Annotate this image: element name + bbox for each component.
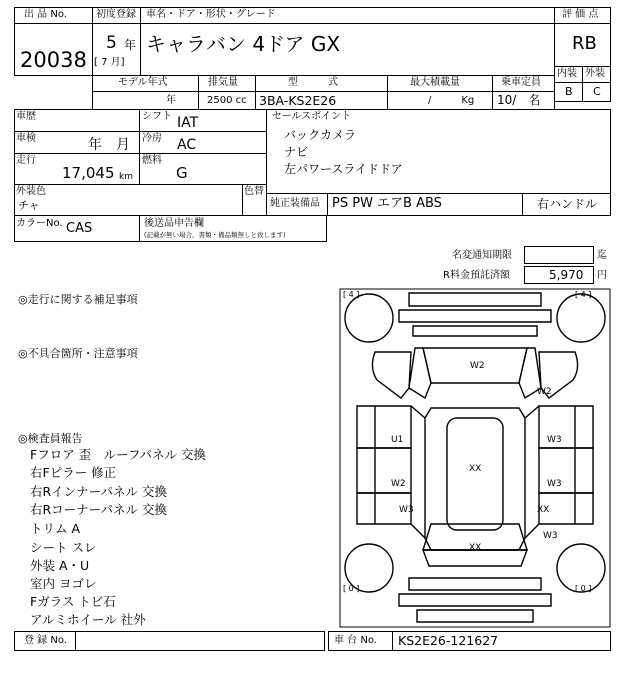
inspection-value: 年 月 [88, 137, 130, 153]
shift-value: IAT [177, 115, 199, 131]
color-no-label: カラーNo. [16, 218, 63, 229]
tire-rr-depth: [ 0 ] [575, 584, 592, 593]
fuel-value: G [176, 164, 188, 182]
ac-label: 冷房 [142, 133, 162, 144]
driving-notes-heading: ◎走行に関する補足事項 [18, 293, 138, 306]
name-change-box [524, 246, 594, 264]
inspector-note-6: シート スレ [30, 540, 97, 555]
chassis-number: KS2E26-121627 [398, 633, 499, 648]
mark-rear-gate: XX [469, 543, 482, 553]
name-change-label: 名変通知期限 [452, 250, 512, 261]
overall-grade: RB [572, 33, 597, 54]
tire-front-left [345, 294, 393, 342]
defect-notes-heading: ◎不具合箇所・注意事項 [18, 347, 138, 360]
inspector-report-heading: ◎検査員報告 [18, 432, 83, 445]
equipment-value: PS PW エアB ABS [332, 196, 442, 211]
equipment-label: 純正装備品 [270, 198, 320, 209]
sales-points-label: セールスポイント [272, 111, 352, 122]
car-name-label: 車名・ドア・形状・グレード [146, 9, 276, 20]
interior-label: 内装 [557, 68, 577, 79]
inspector-note-8: 室内 ヨゴレ [30, 576, 97, 591]
interior-grade: B [565, 85, 573, 98]
registration-label: 登 録 No. [24, 635, 67, 646]
car-name: キャラバン 4ドア GX [146, 32, 341, 56]
grade-label: 評 価 点 [562, 9, 599, 20]
fuel-label: 燃料 [142, 155, 162, 166]
mark-roof: XX [469, 464, 482, 474]
inspector-note-7: 外装 A・U [30, 558, 90, 573]
tire-fr-depth: [ 4 ] [575, 290, 592, 299]
mark-left-rear-panel: W3 [399, 505, 414, 515]
vehicle-damage-diagram [339, 288, 611, 628]
color-no-value: CAS [66, 221, 93, 236]
sales-point-3: 左パワースライドドア [284, 162, 403, 176]
history-label: 車歴 [16, 111, 36, 122]
year-unit: 年 [124, 38, 137, 52]
displacement: 2500 cc [207, 95, 247, 106]
color-label: 外装色 [16, 186, 46, 197]
ac-value: AC [177, 137, 197, 153]
type-label: 型 式 [288, 77, 338, 88]
inspector-note-4: 右Rコーナーパネル 交換 [30, 502, 168, 517]
capacity-label: 乗車定員 [501, 77, 541, 88]
color-change-label: 色替 [244, 186, 264, 197]
tire-front-right [557, 294, 605, 342]
load-label: 最大積載量 [410, 77, 460, 88]
tire-fl-depth: [ 4 ] [343, 290, 360, 299]
steering-value: 右ハンドル [537, 197, 598, 211]
recycle-value: 5,970 [549, 268, 584, 282]
lot-number: 20038 [20, 48, 87, 72]
mark-left-front-door: U1 [391, 435, 404, 445]
mark-right-mid-panel: W3 [547, 479, 562, 489]
inspector-note-5: トリム A [30, 521, 81, 536]
inspection-label: 車検 [16, 133, 36, 144]
shift-label: シフト [142, 111, 172, 122]
tire-rl-depth: [ 0 ] [343, 584, 360, 593]
sales-point-1: バックカメラ [284, 128, 357, 142]
chassis-label: 車 台 No. [334, 635, 377, 646]
inspector-note-9: Fガラス トビ石 [30, 594, 116, 609]
postdoc-note: (記載が無い場合、書類・備品類無しと致します) [144, 231, 286, 239]
displacement-label: 排気量 [208, 77, 238, 88]
model-type: 3BA-KS2E26 [259, 93, 337, 108]
mark-hood: W2 [470, 361, 485, 371]
details-box [14, 109, 267, 216]
postdoc-label: 後送品申告欄 [144, 218, 204, 229]
inspector-note-3: 右Rインナーパネル 交換 [30, 484, 168, 499]
exterior-grade: C [593, 85, 601, 98]
mark-left-slide-door: W2 [391, 479, 406, 489]
mark-right-rear-panel: XX [537, 505, 550, 515]
sales-point-2: ナビ [284, 145, 309, 159]
mark-right-front-pillar: W2 [537, 387, 552, 397]
capacity: 10/ 名 [497, 93, 541, 107]
mileage-value: 17,045 [62, 164, 115, 182]
max-load: / Kg [428, 95, 475, 106]
exterior-label: 外装 [585, 68, 605, 79]
mark-right-front-door: W3 [547, 435, 562, 445]
color-value: チャ [18, 199, 40, 212]
inspector-note-1: Fフロア 歪 ルーフパネル 交換 [30, 447, 207, 462]
name-change-unit: 迄 [597, 250, 607, 261]
first-reg-month: [ 7 月] [94, 57, 125, 68]
inspector-note-2: 右Fピラー 修正 [30, 465, 117, 480]
first-reg-year: 5 [106, 33, 117, 53]
first-reg-label: 初度登録 [96, 9, 136, 20]
mileage-label: 走行 [16, 155, 36, 166]
inspector-note-10: アルミホイール 社外 [30, 612, 146, 627]
model-year-label: モデル年式 [118, 77, 168, 88]
lot-label: 出 品 No. [24, 9, 67, 20]
recycle-unit: 円 [597, 270, 607, 281]
model-year-unit: 年 [166, 95, 176, 106]
recycle-label: R料金預託済額 [443, 270, 510, 281]
mileage-unit: km [119, 172, 133, 182]
mark-right-rear-corner: W3 [543, 531, 558, 541]
